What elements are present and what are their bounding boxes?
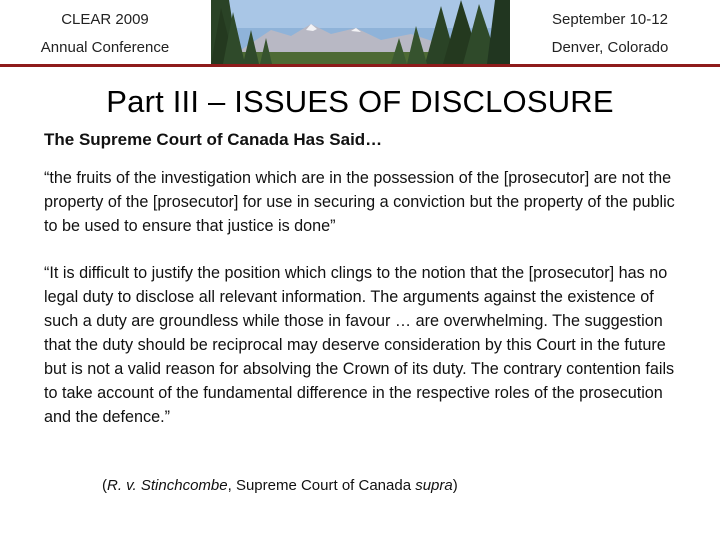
slide-subtitle: The Supreme Court of Canada Has Said… xyxy=(44,130,383,149)
conference-name: CLEAR 2009 xyxy=(61,11,149,28)
conference-location: Denver, Colorado xyxy=(551,39,669,56)
mountain-forest-photo xyxy=(211,0,510,64)
citation-case-name: R. v. Stinchcombe xyxy=(107,477,228,494)
quote-duty-to-disclose: “It is difficult to justify the position which clings to the notion that the [prosecutor] has no legal duty to disclose all relevant information. The arguments against the existence of such a duty are groundless while those in favour … are overwhelming. The suggestion that the duty should be reciprocal may deserve consideration by this Court in the future but is not a valid reason for absolving the Crown of its duty. The contrary contention fails to take account of the fundamental difference in the respective roles of the prosecution and the defence.” xyxy=(44,264,675,426)
header-divider xyxy=(0,64,720,67)
citation-supra: supra xyxy=(415,477,453,494)
header-right xyxy=(510,0,710,62)
header-left xyxy=(0,0,210,62)
quote-fruits-of-investigation: “the fruits of the investigation which are in the possession of the [prosecutor] are not the property of the [prosecutor] for use in securing a conviction but the property of the public to be used to ensure that justice is done” xyxy=(44,169,675,235)
slide-title: Part III – ISSUES OF DISCLOSURE xyxy=(106,84,614,119)
citation-close: ) xyxy=(452,477,458,494)
conference-dates: September 10-12 xyxy=(552,11,668,28)
citation-open: ( xyxy=(102,477,107,494)
citation-court: , Supreme Court of Canada xyxy=(227,477,416,494)
case-citation xyxy=(102,477,458,494)
conference-type: Annual Conference xyxy=(40,39,170,56)
